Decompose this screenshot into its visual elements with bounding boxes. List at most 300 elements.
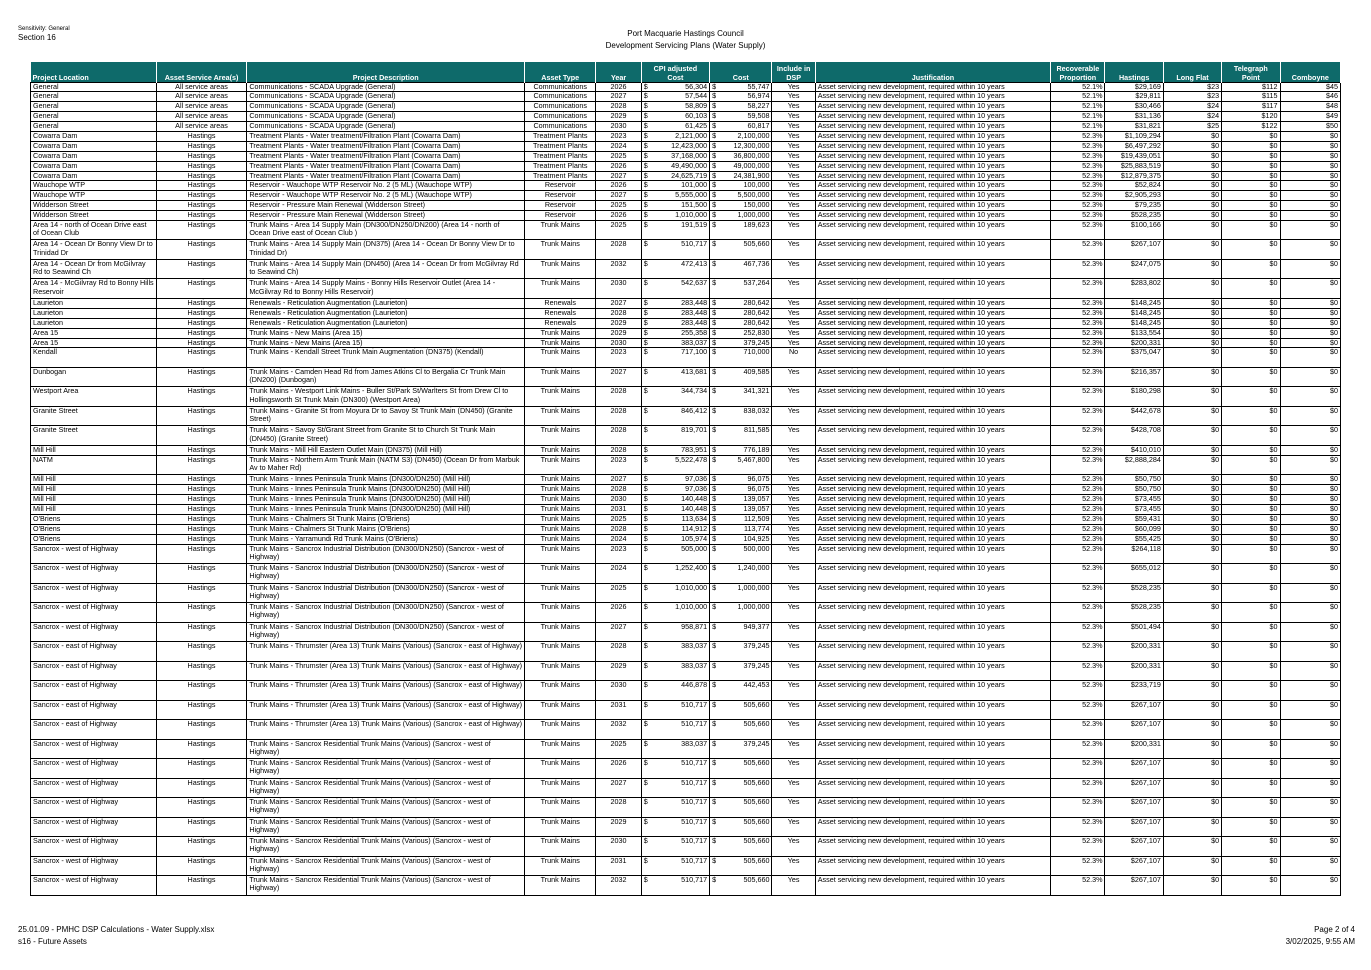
cell-description: Trunk Mains - Kendall Street Trunk Main Augmentation (DN375) (Kendall) bbox=[247, 348, 525, 368]
cell-asset-type: Trunk Mains bbox=[525, 720, 596, 740]
cell-asset-type: Renewals bbox=[525, 308, 596, 318]
cell-cost bbox=[710, 661, 772, 681]
currency-symbol: $ bbox=[712, 190, 717, 200]
cell-project-location: Mill Hill bbox=[31, 495, 157, 505]
cell-service-area: Hastings bbox=[156, 445, 247, 455]
cell-asset-type: Trunk Mains bbox=[525, 445, 596, 455]
rec-header-line2: Proportion bbox=[1059, 72, 1097, 82]
cell-long-flat: $23 bbox=[1163, 82, 1221, 92]
cell-long-flat: $0 bbox=[1163, 131, 1221, 141]
cell-justification: Asset servicing new development, required within 10 years bbox=[815, 603, 1050, 623]
cell-year: 2026 bbox=[596, 759, 641, 779]
amount-value: 101,000 bbox=[681, 180, 708, 190]
cell-include-in-dsp: No bbox=[772, 348, 815, 368]
cell-telegraph-point: $0 bbox=[1222, 367, 1280, 387]
cell-project-location: Sancrox - west of Highway bbox=[31, 739, 157, 759]
amount-value: 510,717 bbox=[681, 778, 708, 787]
cell-comboyne: $0 bbox=[1280, 856, 1340, 876]
cell-year: 2027 bbox=[596, 778, 641, 798]
cell-cost bbox=[710, 92, 772, 102]
cell-description: Trunk Mains - Camden Head Rd from James Atkins Cl to Bergalia Cr Trunk Main (DN200) (Dunbogan) bbox=[247, 367, 525, 387]
cell-comboyne: $0 bbox=[1280, 700, 1340, 720]
cell-asset-type: Trunk Mains bbox=[525, 739, 596, 759]
cell-cost bbox=[710, 387, 772, 407]
cell-asset-type: Trunk Mains bbox=[525, 622, 596, 642]
cell-recoverable-proportion: 52.3% bbox=[1051, 338, 1105, 348]
cell-service-area: Hastings bbox=[156, 495, 247, 505]
amount-value: 472,413 bbox=[681, 259, 708, 268]
cell-asset-type: Trunk Mains bbox=[525, 681, 596, 701]
cell-long-flat: $0 bbox=[1163, 603, 1221, 623]
cell-long-flat: $0 bbox=[1163, 759, 1221, 779]
currency-symbol: $ bbox=[643, 161, 648, 170]
currency-symbol: $ bbox=[643, 220, 648, 229]
cell-project-location: Mill Hill bbox=[31, 445, 157, 455]
table-row bbox=[31, 387, 1341, 407]
cell-comboyne: $0 bbox=[1280, 534, 1340, 544]
currency-symbol: $ bbox=[712, 151, 717, 160]
cell-cpi-adjusted-cost bbox=[641, 524, 709, 534]
table-row bbox=[31, 102, 1341, 112]
cell-project-location: General bbox=[31, 112, 157, 122]
cell-service-area: Hastings bbox=[156, 564, 247, 584]
table-row bbox=[31, 367, 1341, 387]
currency-symbol: $ bbox=[643, 151, 648, 160]
cell-service-area: Hastings bbox=[156, 259, 247, 279]
cell-justification: Asset servicing new development, required within 10 years bbox=[815, 92, 1050, 102]
amount-value: 505,660 bbox=[743, 875, 770, 885]
cell-description: Trunk Mains - Thrumster (Area 13) Trunk Mains (Various) (Sancrox - east of Highway) bbox=[247, 700, 525, 720]
cell-telegraph-point: $0 bbox=[1222, 876, 1280, 896]
cell-long-flat: $0 bbox=[1163, 367, 1221, 387]
cell-recoverable-proportion: 52.3% bbox=[1051, 564, 1105, 584]
currency-symbol: $ bbox=[712, 425, 717, 435]
cell-service-area: Hastings bbox=[156, 161, 247, 171]
table-header bbox=[31, 62, 1341, 82]
cell-long-flat: $0 bbox=[1163, 141, 1221, 151]
currency-symbol: $ bbox=[712, 111, 717, 121]
cell-telegraph-point: $0 bbox=[1222, 308, 1280, 318]
cell-comboyne: $0 bbox=[1280, 495, 1340, 505]
cell-recoverable-proportion: 52.3% bbox=[1051, 485, 1105, 495]
currency-symbol: $ bbox=[712, 82, 717, 91]
cell-justification: Asset servicing new development, required within 10 years bbox=[815, 583, 1050, 603]
cell-asset-type: Trunk Mains bbox=[525, 475, 596, 485]
cell-cpi-adjusted-cost bbox=[641, 876, 709, 896]
cell-cost bbox=[710, 131, 772, 141]
cell-description: Reservoir - Pressure Main Renewal (Widderson Street) bbox=[247, 201, 525, 211]
currency-symbol: $ bbox=[712, 161, 717, 170]
cell-service-area: Hastings bbox=[156, 514, 247, 524]
cell-cpi-adjusted-cost bbox=[641, 700, 709, 720]
cell-telegraph-point: $0 bbox=[1222, 583, 1280, 603]
cell-asset-type: Trunk Mains bbox=[525, 837, 596, 857]
currency-symbol: $ bbox=[643, 817, 648, 826]
cell-include-in-dsp: Yes bbox=[772, 681, 815, 701]
cell-justification: Asset servicing new development, required within 10 years bbox=[815, 798, 1050, 818]
cell-asset-type: Trunk Mains bbox=[525, 279, 596, 299]
amount-value: 24,381,900 bbox=[733, 171, 770, 180]
cell-description: Trunk Mains - Sancrox Residential Trunk Mains (Various) (Sancrox - west of Highway) bbox=[247, 817, 525, 837]
cell-long-flat: $0 bbox=[1163, 504, 1221, 514]
cell-year: 2029 bbox=[596, 661, 641, 681]
cell-comboyne: $0 bbox=[1280, 514, 1340, 524]
cell-year: 2027 bbox=[596, 298, 641, 308]
currency-symbol: $ bbox=[643, 259, 648, 268]
table-row bbox=[31, 759, 1341, 779]
cell-recoverable-proportion: 52.3% bbox=[1051, 131, 1105, 141]
cell-asset-type: Reservoir bbox=[525, 211, 596, 221]
currency-symbol: $ bbox=[643, 111, 648, 121]
cell-comboyne: $0 bbox=[1280, 240, 1340, 260]
sensitivity-label: Sensitivity: General bbox=[18, 26, 70, 32]
cell-include-in-dsp: Yes bbox=[772, 445, 815, 455]
cell-description: Trunk Mains - Savoy St/Grant Street from Granite St to Church St Trunk Main (DN450) (Granite Street) bbox=[247, 426, 525, 446]
cell-project-location: O'Briens bbox=[31, 514, 157, 524]
table-row bbox=[31, 92, 1341, 102]
cell-telegraph-point: $0 bbox=[1222, 259, 1280, 279]
cell-cost bbox=[710, 211, 772, 221]
cell-comboyne: $0 bbox=[1280, 279, 1340, 299]
currency-symbol: $ bbox=[643, 680, 648, 690]
cell-telegraph-point: $0 bbox=[1222, 318, 1280, 328]
cell-long-flat: $0 bbox=[1163, 622, 1221, 642]
currency-symbol: $ bbox=[643, 563, 648, 573]
cell-cpi-adjusted-cost bbox=[641, 220, 709, 240]
cell-hastings: $180,298 bbox=[1105, 387, 1163, 407]
cell-hastings: $410,010 bbox=[1105, 445, 1163, 455]
cell-include-in-dsp: Yes bbox=[772, 514, 815, 524]
section-label: Section 16 bbox=[18, 32, 56, 42]
cell-comboyne: $48 bbox=[1280, 102, 1340, 112]
cell-service-area: Hastings bbox=[156, 298, 247, 308]
cell-recoverable-proportion: 52.3% bbox=[1051, 308, 1105, 318]
cell-cpi-adjusted-cost bbox=[641, 837, 709, 857]
cell-comboyne: $0 bbox=[1280, 544, 1340, 564]
cell-service-area: Hastings bbox=[156, 475, 247, 485]
amount-value: 56,304 bbox=[685, 82, 708, 91]
amount-value: 100,000 bbox=[743, 180, 770, 190]
amount-value: 5,500,000 bbox=[737, 190, 770, 200]
currency-symbol: $ bbox=[643, 425, 648, 435]
cell-service-area: Hastings bbox=[156, 191, 247, 201]
cell-hastings: $59,431 bbox=[1105, 514, 1163, 524]
cell-cpi-adjusted-cost bbox=[641, 112, 709, 122]
cell-recoverable-proportion: 52.3% bbox=[1051, 778, 1105, 798]
cell-long-flat: $0 bbox=[1163, 720, 1221, 740]
cell-include-in-dsp: Yes bbox=[772, 191, 815, 201]
currency-symbol: $ bbox=[643, 758, 648, 768]
cell-hastings: $200,331 bbox=[1105, 338, 1163, 348]
currency-symbol: $ bbox=[643, 171, 648, 180]
currency-symbol: $ bbox=[643, 455, 648, 464]
cell-cost bbox=[710, 856, 772, 876]
cell-description: Trunk Mains - Granite St from Moyura Dr to Savoy St Trunk Main (DN450) (Granite Street) bbox=[247, 406, 525, 426]
amount-value: 105,974 bbox=[681, 534, 708, 543]
cell-cpi-adjusted-cost bbox=[641, 720, 709, 740]
amount-value: 36,800,000 bbox=[733, 151, 770, 160]
cell-justification: Asset servicing new development, required within 10 years bbox=[815, 201, 1050, 211]
cell-project-location: Sancrox - east of Highway bbox=[31, 681, 157, 701]
currency-symbol: $ bbox=[712, 445, 717, 454]
amount-value: 191,519 bbox=[681, 220, 708, 229]
cell-comboyne: $46 bbox=[1280, 92, 1340, 102]
currency-symbol: $ bbox=[712, 220, 717, 229]
cell-asset-type: Reservoir bbox=[525, 191, 596, 201]
table-row bbox=[31, 700, 1341, 720]
table-row bbox=[31, 485, 1341, 495]
cell-cpi-adjusted-cost bbox=[641, 122, 709, 132]
cell-long-flat: $0 bbox=[1163, 534, 1221, 544]
cell-project-location: Sancrox - west of Highway bbox=[31, 603, 157, 623]
table-row bbox=[31, 191, 1341, 201]
cell-recoverable-proportion: 52.3% bbox=[1051, 661, 1105, 681]
cell-cost bbox=[710, 485, 772, 495]
currency-symbol: $ bbox=[712, 386, 717, 396]
table-row bbox=[31, 778, 1341, 798]
cell-description: Trunk Mains - Sancrox Residential Trunk Mains (Various) (Sancrox - west of Highway) bbox=[247, 739, 525, 759]
cell-description: Renewals - Reticulation Augmentation (Laurieton) bbox=[247, 318, 525, 328]
cell-description: Trunk Mains - Westport Link Mains - Buller St/Park St/Warlters St from Drew Cl to Hollingsworth St Trunk Main (DN300) (Westport Area) bbox=[247, 387, 525, 407]
cell-cpi-adjusted-cost bbox=[641, 514, 709, 524]
cell-cost bbox=[710, 778, 772, 798]
cell-telegraph-point: $0 bbox=[1222, 485, 1280, 495]
cell-hastings: $264,118 bbox=[1105, 544, 1163, 564]
col-long-flat: Long Flat bbox=[1163, 62, 1221, 82]
table-row bbox=[31, 201, 1341, 211]
cell-recoverable-proportion: 52.3% bbox=[1051, 759, 1105, 779]
cell-hastings: $216,357 bbox=[1105, 367, 1163, 387]
cell-asset-type: Trunk Mains bbox=[525, 817, 596, 837]
cell-asset-type: Trunk Mains bbox=[525, 524, 596, 534]
table-row bbox=[31, 622, 1341, 642]
currency-symbol: $ bbox=[712, 494, 717, 504]
cell-include-in-dsp: Yes bbox=[772, 564, 815, 584]
cell-long-flat: $0 bbox=[1163, 475, 1221, 485]
cell-recoverable-proportion: 52.3% bbox=[1051, 171, 1105, 181]
cell-telegraph-point: $0 bbox=[1222, 475, 1280, 485]
cell-recoverable-proportion: 52.3% bbox=[1051, 739, 1105, 759]
cell-service-area: Hastings bbox=[156, 739, 247, 759]
cell-hastings: $19,439,051 bbox=[1105, 151, 1163, 161]
cell-project-location: Area 15 bbox=[31, 338, 157, 348]
cell-year: 2024 bbox=[596, 564, 641, 584]
cell-description: Trunk Mains - Chalmers St Trunk Mains (O'Briens) bbox=[247, 514, 525, 524]
cell-year: 2028 bbox=[596, 485, 641, 495]
cell-comboyne: $0 bbox=[1280, 622, 1340, 642]
cell-justification: Asset servicing new development, required within 10 years bbox=[815, 122, 1050, 132]
cell-long-flat: $0 bbox=[1163, 308, 1221, 318]
currency-symbol: $ bbox=[643, 484, 648, 494]
cell-hastings: $283,802 bbox=[1105, 279, 1163, 299]
currency-symbol: $ bbox=[643, 700, 648, 709]
amount-value: 5,522,478 bbox=[675, 455, 708, 464]
cell-cpi-adjusted-cost bbox=[641, 151, 709, 161]
cell-recoverable-proportion: 52.3% bbox=[1051, 495, 1105, 505]
cell-include-in-dsp: Yes bbox=[772, 318, 815, 328]
cell-service-area: Hastings bbox=[156, 171, 247, 181]
amount-value: 379,245 bbox=[743, 661, 770, 670]
amount-value: 379,245 bbox=[743, 641, 770, 651]
cell-recoverable-proportion: 52.3% bbox=[1051, 211, 1105, 221]
currency-symbol: $ bbox=[712, 278, 717, 288]
cell-cpi-adjusted-cost bbox=[641, 318, 709, 328]
tel-header-line1: Telegraph bbox=[1233, 63, 1268, 73]
cell-year: 2027 bbox=[596, 367, 641, 387]
cell-hastings: $73,455 bbox=[1105, 495, 1163, 505]
cell-hastings: $200,331 bbox=[1105, 739, 1163, 759]
cpi-header-line2: Cost bbox=[667, 72, 684, 82]
cell-hastings: $267,107 bbox=[1105, 798, 1163, 818]
cell-recoverable-proportion: 52.3% bbox=[1051, 445, 1105, 455]
cell-cpi-adjusted-cost bbox=[641, 171, 709, 181]
cell-recoverable-proportion: 52.3% bbox=[1051, 642, 1105, 662]
cell-justification: Asset servicing new development, required within 10 years bbox=[815, 534, 1050, 544]
cell-cost bbox=[710, 82, 772, 92]
amount-value: 139,057 bbox=[743, 504, 770, 513]
cell-description: Communications - SCADA Upgrade (General) bbox=[247, 82, 525, 92]
cell-hastings: $31,136 bbox=[1105, 112, 1163, 122]
cell-year: 2027 bbox=[596, 92, 641, 102]
amount-value: 510,717 bbox=[681, 836, 708, 846]
currency-symbol: $ bbox=[643, 386, 648, 396]
cell-recoverable-proportion: 52.1% bbox=[1051, 102, 1105, 112]
cell-project-location: Sancrox - west of Highway bbox=[31, 798, 157, 818]
cell-cpi-adjusted-cost bbox=[641, 298, 709, 308]
cell-recoverable-proportion: 52.3% bbox=[1051, 220, 1105, 240]
cell-project-location: Cowarra Dam bbox=[31, 131, 157, 141]
amount-value: 383,037 bbox=[681, 338, 708, 347]
cell-telegraph-point: $0 bbox=[1222, 514, 1280, 524]
cell-long-flat: $0 bbox=[1163, 700, 1221, 720]
amount-value: 1,000,000 bbox=[737, 210, 770, 220]
cell-service-area: Hastings bbox=[156, 201, 247, 211]
col-telegraph-point bbox=[1222, 62, 1280, 82]
cell-asset-type: Trunk Mains bbox=[525, 514, 596, 524]
amount-value: 113,774 bbox=[744, 524, 770, 533]
amount-value: 1,010,000 bbox=[675, 210, 708, 220]
cell-recoverable-proportion: 52.3% bbox=[1051, 524, 1105, 534]
cell-service-area: Hastings bbox=[156, 720, 247, 740]
cell-project-location: Sancrox - west of Highway bbox=[31, 778, 157, 798]
cell-hastings: $30,466 bbox=[1105, 102, 1163, 112]
cell-year: 2028 bbox=[596, 406, 641, 426]
cell-description: Treatment Plants - Water treatment/Filtration Plant (Cowarra Dam) bbox=[247, 141, 525, 151]
cell-long-flat: $0 bbox=[1163, 856, 1221, 876]
amount-value: 383,037 bbox=[681, 641, 708, 651]
cell-cpi-adjusted-cost bbox=[641, 583, 709, 603]
col-year: Year bbox=[596, 62, 641, 82]
cell-service-area: Hastings bbox=[156, 700, 247, 720]
cell-cpi-adjusted-cost bbox=[641, 817, 709, 837]
cell-service-area: Hastings bbox=[156, 759, 247, 779]
cell-justification: Asset servicing new development, required within 10 years bbox=[815, 445, 1050, 455]
table-row bbox=[31, 328, 1341, 338]
cell-cpi-adjusted-cost bbox=[641, 495, 709, 505]
cell-project-location: Sancrox - west of Highway bbox=[31, 759, 157, 779]
cell-telegraph-point: $0 bbox=[1222, 759, 1280, 779]
cell-service-area: Hastings bbox=[156, 681, 247, 701]
cell-hastings: $267,107 bbox=[1105, 856, 1163, 876]
cell-year: 2025 bbox=[596, 514, 641, 524]
cell-comboyne: $0 bbox=[1280, 720, 1340, 740]
cell-cost bbox=[710, 171, 772, 181]
cell-long-flat: $0 bbox=[1163, 445, 1221, 455]
cell-cpi-adjusted-cost bbox=[641, 455, 709, 475]
cell-cost bbox=[710, 603, 772, 623]
cell-telegraph-point: $0 bbox=[1222, 700, 1280, 720]
cell-include-in-dsp: Yes bbox=[772, 583, 815, 603]
cell-include-in-dsp: Yes bbox=[772, 161, 815, 171]
cell-project-location: Laurieton bbox=[31, 318, 157, 328]
cell-telegraph-point: $0 bbox=[1222, 856, 1280, 876]
cell-long-flat: $0 bbox=[1163, 387, 1221, 407]
cell-recoverable-proportion: 52.3% bbox=[1051, 298, 1105, 308]
council-name: Port Macquarie Hastings Council bbox=[627, 29, 744, 38]
table-row bbox=[31, 514, 1341, 524]
cell-telegraph-point: $0 bbox=[1222, 739, 1280, 759]
cell-service-area: Hastings bbox=[156, 426, 247, 446]
cell-cost bbox=[710, 181, 772, 191]
table-row bbox=[31, 338, 1341, 348]
cell-year: 2028 bbox=[596, 642, 641, 662]
currency-symbol: $ bbox=[712, 347, 717, 357]
cell-justification: Asset servicing new development, required within 10 years bbox=[815, 181, 1050, 191]
cell-justification: Asset servicing new development, required within 10 years bbox=[815, 406, 1050, 426]
cell-asset-type: Trunk Mains bbox=[525, 564, 596, 584]
cell-service-area: Hastings bbox=[156, 141, 247, 151]
amount-value: 2,121,000 bbox=[675, 131, 708, 140]
cell-include-in-dsp: Yes bbox=[772, 122, 815, 132]
cell-year: 2032 bbox=[596, 720, 641, 740]
cell-project-location: Mill Hill bbox=[31, 485, 157, 495]
cell-recoverable-proportion: 52.3% bbox=[1051, 603, 1105, 623]
cell-long-flat: $0 bbox=[1163, 564, 1221, 584]
cell-project-location: Wauchope WTP bbox=[31, 191, 157, 201]
cell-justification: Asset servicing new development, required within 10 years bbox=[815, 817, 1050, 837]
cell-include-in-dsp: Yes bbox=[772, 406, 815, 426]
amount-value: 344,734 bbox=[681, 386, 708, 396]
cell-comboyne: $0 bbox=[1280, 681, 1340, 701]
amount-value: 252,830 bbox=[743, 328, 770, 337]
cell-asset-type: Trunk Mains bbox=[525, 259, 596, 279]
amount-value: 710,000 bbox=[743, 347, 770, 357]
cell-service-area: Hastings bbox=[156, 387, 247, 407]
currency-symbol: $ bbox=[712, 504, 717, 513]
cell-service-area: Hastings bbox=[156, 279, 247, 299]
currency-symbol: $ bbox=[712, 856, 717, 865]
amount-value: 58,809 bbox=[685, 101, 708, 111]
cell-service-area: Hastings bbox=[156, 817, 247, 837]
cell-justification: Asset servicing new development, required within 10 years bbox=[815, 220, 1050, 240]
table-row bbox=[31, 661, 1341, 681]
cell-long-flat: $0 bbox=[1163, 181, 1221, 191]
cell-recoverable-proportion: 52.3% bbox=[1051, 837, 1105, 857]
cell-project-location: Laurieton bbox=[31, 298, 157, 308]
cell-description: Trunk Mains - Innes Peninsula Trunk Mains (DN300/DN250) (Mill Hill) bbox=[247, 504, 525, 514]
amount-value: 49,000,000 bbox=[733, 161, 770, 170]
cell-long-flat: $0 bbox=[1163, 426, 1221, 446]
cell-year: 2030 bbox=[596, 338, 641, 348]
cell-telegraph-point: $0 bbox=[1222, 455, 1280, 475]
cell-telegraph-point: $117 bbox=[1222, 102, 1280, 112]
cell-long-flat: $0 bbox=[1163, 544, 1221, 564]
cell-year: 2028 bbox=[596, 102, 641, 112]
cell-cpi-adjusted-cost bbox=[641, 485, 709, 495]
cell-telegraph-point: $0 bbox=[1222, 661, 1280, 681]
cell-hastings: $29,169 bbox=[1105, 82, 1163, 92]
cell-year: 2031 bbox=[596, 504, 641, 514]
